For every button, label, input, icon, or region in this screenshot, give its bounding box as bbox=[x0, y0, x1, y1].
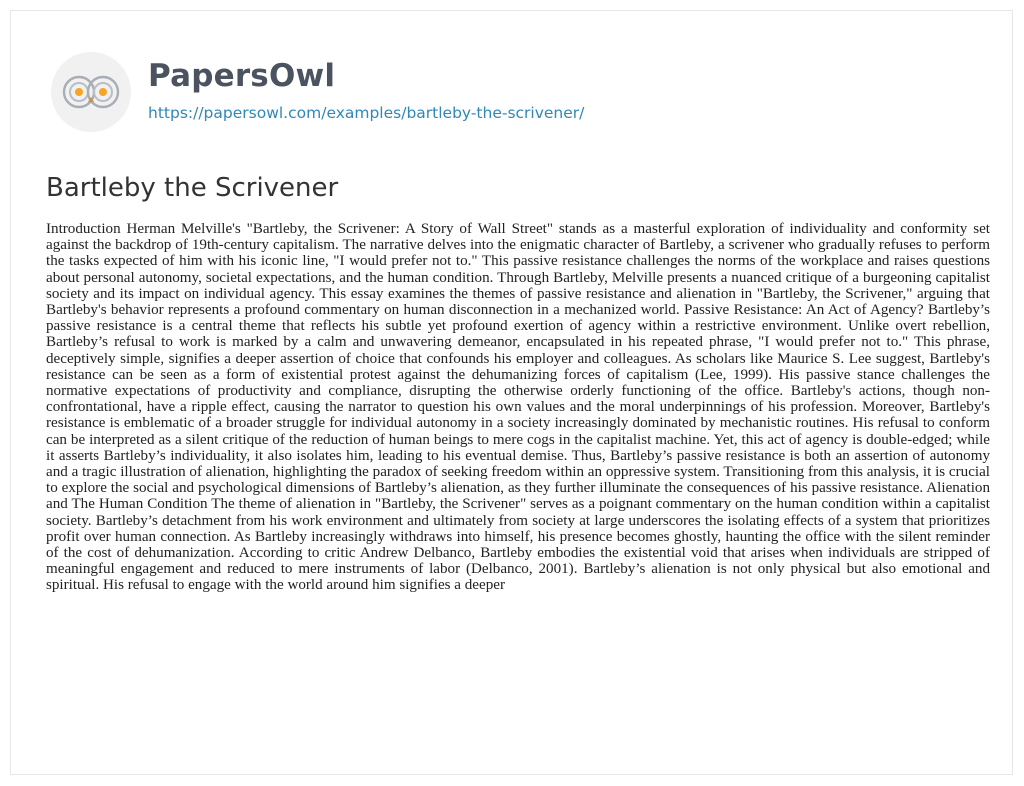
site-header bbox=[51, 52, 584, 142]
essay-title: Bartleby the Scrivener bbox=[46, 173, 339, 203]
essay-body: Introduction Herman Melville's "Bartleby, the Scrivener: A Story of Wall Street" stands as a masterful exploration of individuality and conformity set against the backdrop of 19th-century capitalism. The narrative delves into the enigmatic character of Bartleby, a scrivener who gradually refuses to perform the tasks expected of him with his iconic line, "I would prefer not to." This passive resistance challenges the norms of the workplace and raises questions about personal autonomy, societal expectations, and the human condition. Through Bartleby, Melville presents a nuanced critique of a burgeoning capitalist society and its impact on individual agency. This essay examines the themes of passive resistance and alienation in "Bartleby, the Scrivener," arguing that Bartleby's behavior represents a profound commentary on human disconnection in a mechanized world. Passive Resistance: An Act of Agency? Bartleby’s passive resistance is a central theme that reflects his subtle yet profound exertion of agency within a restrictive environment. Unlike overt rebellion, Bartleby’s refusal to work is marked by a calm and unwavering demeanor, encapsulated in his repeated phrase, "I would prefer not to." This phrase, deceptively simple, signifies a deeper assertion of choice that confounds his employer and colleagues. As scholars like Maurice S. Lee suggest, Bartleby's resistance can be seen as a form of existential protest against the dehumanizing forces of capitalism (Lee, 1999). His passive stance challenges the normative expectations of productivity and compliance, disrupting the otherwise orderly functioning of the office. Bartleby's actions, though non-confrontational, have a ripple effect, causing the narrator to question his own values and the moral underpinnings of his profession. Moreover, Bartleby's resistance is emblematic of a broader struggle for individual autonomy in a society increasingly dominated by mechanistic routines. His refusal to conform can be interpreted as a silent critique of the reduction of human beings to mere cogs in the capitalist machine. Yet, this act of agency is double-edged; while it asserts Bartleby’s individuality, it also isolates him, leading to his eventual demise. Thus, Bartleby’s passive resistance is both an assertion of autonomy and a tragic illustration of alienation, highlighting the paradox of seeking freedom within an oppressive system. Transitioning from this analysis, it is crucial to explore the social and psychological dimensions of Bartleby’s alienation, as they further illuminate the consequences of his passive resistance. Alienation and The Human Condition The theme of alienation in "Bartleby, the Scrivener" serves as a poignant commentary on the human condition within a capitalist society. Bartleby’s detachment from his work environment and ultimately from society at large underscores the isolating effects of a system that prioritizes profit over human connection. As Bartleby increasingly withdraws into himself, his presence becomes ghostly, haunting the office with the silent reminder of the cost of dehumanization. According to critic Andrew Delbanco, Bartleby embodies the existential void that arises when individuals are stripped of meaningful engagement and reduced to mere instruments of labor (Delbanco, 2001). Bartleby’s alienation is not only physical but also emotional and spiritual. His refusal to engage with the world around him signifies a deeper bbox=[46, 221, 990, 594]
owl-icon[interactable] bbox=[51, 52, 131, 132]
brand-name[interactable]: PapersOwl bbox=[148, 58, 336, 94]
source-url-link[interactable]: https://papersowl.com/examples/bartleby-the-scrivener/ bbox=[148, 104, 585, 122]
brand-block bbox=[148, 52, 584, 123]
